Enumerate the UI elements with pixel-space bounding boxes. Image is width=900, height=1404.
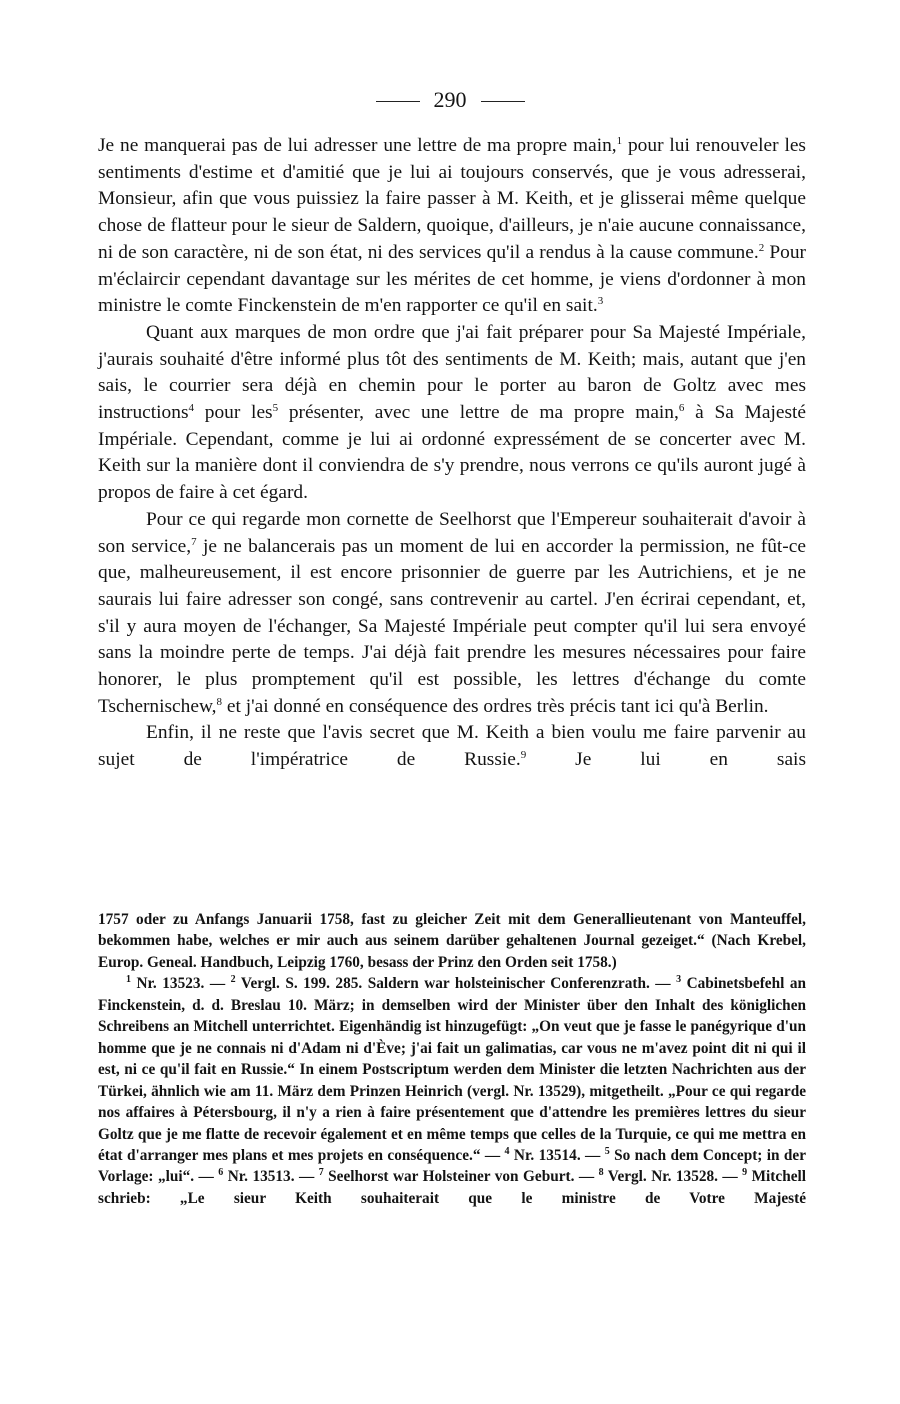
header-rule-right: [481, 101, 525, 102]
paragraph-1: Je ne manquerai pas de lui adresser une lettre de ma propre main,$^1$ pour lui renouveler les sentiments d'estime et d'amitié que je lui ai toujours conservés, que je vous adresserai, Monsieur, afin que vous puissiez la faire passer à M. Keith, et je glisserai même quelque chose de flatteur pour le sieur de Saldern, quoique, d'ailleurs, je n'aie aucune connaissance, ni de son caractère, ni de son état, ni des services qu'il a rendus à la cause commune.$^2$ Pour m'éclaircir cependant davantage sur les mérites de cet homme, je viens d'ordonner à mon ministre le comte Finckenstein de m'en rapporter ce qu'il en sait.$^3$: [98, 135, 807, 317]
page-number: 290: [433, 87, 467, 112]
header-rule-left: [376, 101, 420, 102]
paragraph-2: Quant aux marques de mon ordre que j'ai fait préparer pour Sa Majesté Impériale, j'aurais souhaité d'être informé plus tôt des sentiments de M. Keith; mais, autant que j'en sais, le courrier sera déjà en chemin pour le porter au baron de Goltz avec mes instructions$^4$ pour les$^5$ présenter, avec une lettre de ma propre main,$^6$ à Sa Majesté Impériale. Cependant, comme je lui ai ordonné expressément de se concerter avec M. Keith sur la manière dont il conviendra de s'y prendre, nous verrons ce qu'ils auront jugé à propos de faire à cet égard.: [98, 321, 807, 504]
paragraph-4: Enfin, il ne reste que l'avis secret que M. Keith a bien voulu me faire parvenir au sujet de l'impératrice de Russie.$^9$ Je lui en sais: [98, 722, 806, 771]
footnote-continuation: 1757 oder zu Anfangs Januarii 1758, fast zu gleicher Zeit mit dem Generallieutenant von Manteuffel, bekommen habe, welches er mir auch aus seinem darüber gehaltenen Journal gezeiget.“ (Nach Krebel, Europ. Geneal. Handbuch, Leipzig 1760, besass der Prinz den Orden seit 1758.): [98, 911, 806, 971]
footnotes: [98, 909, 806, 1209]
paragraph-3: Pour ce qui regarde mon cornette de Seelhorst que l'Empereur souhaiterait d'avoir à son service,$^7$ je ne balancerais pas un moment de lui en accorder la permission, ne fût-ce que, malheureusement, il est encore prisonnier de guerre par les Autrichiens, et je ne saurais lui faire adresser son congé, sans contrevenir au cartel. J'en écrirai cependant, et, s'il y aura moyen de l'échanger, Sa Majesté Impériale peut compter qu'il lui sera envoyé sans la moindre perte de temps. J'ai déjà fait prendre les mesures nécessaires pour faire honorer, le plus promptement qu'il est possible, les lettres d'échange du comte Tschernischew,$^8$ et j'ai donné en conséquence des ordres très précis tant ici qu'à Berlin.: [98, 508, 806, 717]
main-text: [98, 133, 806, 774]
footnote-block: $^1$ Nr. 13523. — $^2$ Vergl. S. 199. 285. Saldern war holsteinischer Conferenzrath. — $^3$ Cabinetsbefehl an Finckenstein, d. d. Breslau 10. März; in demselben wird der Minister über den Inhalt des königlichen Schreibens an Mitchell unterrichtet. Eigenhändig ist hinzugefügt: „On veut que je fasse le panégyrique d'un homme que je ne connais ni d'Adam ni d'Ève; j'ai fait un galimatias, car vous ne m'avez point dit ni qui il est, ni ce qu'il fait en Russie.“ In einem Postscriptum werden dem Minister die letzten Nachrichten aus der Türkei, ähnlich wie am 11. März dem Prinzen Heinrich (vergl. Nr. 13529), mitgetheilt. „Pour ce qui regarde nos affaires à Pétersbourg, il n'y a rien à faire présentement que d'attendre les premières lettres du sieur Goltz que je me flatte de recevoir également et en même temps que celles de la Turquie, ce qui me mettra en état d'arranger mes plans et mes projets en conséquence.“ — $^4$ Nr. 13514. — $^5$ So nach dem Concept; in der Vorlage: „lui“. — $^6$ Nr. 13513. — $^7$ Seelhorst war Holsteiner von Geburt. — $^8$ Vergl. Nr. 13528. — $^9$ Mitchell schrieb: „Le sieur Keith souhaiterait que le ministre de Votre Majesté: [98, 974, 806, 1207]
page-header: [0, 88, 900, 112]
